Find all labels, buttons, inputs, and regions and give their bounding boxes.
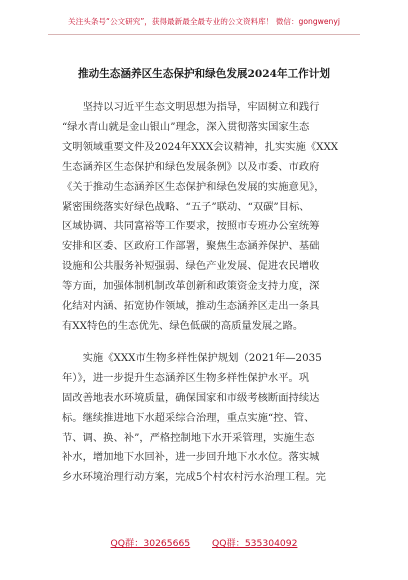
text-line: 标。继续推进地下水超采综合治理，重点实施“控、管、 — [62, 411, 315, 424]
text-line: 区域协调、共同富裕等工作要求，按照市专班办公室统筹 — [62, 220, 320, 233]
text-line: 节、调、换、补”，严格控制地下水开采管理，实施生态 — [62, 431, 315, 444]
text-line: 生态涵养区生态保护和绿色发展条例》以及市委、市政府 — [62, 160, 320, 173]
footer — [0, 535, 408, 549]
text-line: 固改善地表水环境质量，确保国家和市级考核断面持续达 — [62, 391, 320, 404]
paragraph-1 — [62, 98, 352, 337]
text-line: 设施和公共服务补短强弱、绿色产业发展、促进农民增收 — [62, 260, 320, 273]
text-line: 乡水环境治理行动方案，完成5个村农村污水治理工程。完 — [62, 471, 326, 484]
paragraph-2 — [62, 349, 352, 488]
header-divider — [48, 34, 360, 35]
qq-group-link-2[interactable]: QQ群：535304092 — [212, 538, 298, 549]
document-title: 推动生态涵养区生态保护和绿色发展2024年工作计划 — [78, 68, 330, 80]
text-line: 年）》，进一步提升生态涵养区生物多样性保护水平。巩 — [62, 371, 310, 384]
text-line: 补水，增加地下水回补，进一步回升地下水水位。落实城 — [62, 451, 320, 464]
text-line: “绿水青山就是金山银山”理念，深入贯彻落实国家生态 — [62, 120, 310, 133]
text-line: 有XX特色的生态优先、绿色低碳的高质量发展之路。 — [62, 319, 304, 332]
text-line: 《关于推动生态涵养区生态保护和绿色发展的实施意见》， — [62, 180, 325, 193]
text-line: 紧密围绕落实好绿色战略、“五子”联动、“双碳”目标、 — [62, 200, 310, 213]
text-line: 文明领域重要文件及2024年XXX会议精神，扎实实施《XXX — [62, 140, 339, 153]
text-line: 化结对内涵、拓宽协作领域，推动生态涵养区走出一条具 — [62, 300, 320, 313]
text-line: 等方面，加强体制机制改革创新和政策资金支持力度，深 — [62, 280, 320, 293]
qq-group-link-1[interactable]: QQ群：30265665 — [110, 538, 191, 549]
text-line: 实施《XXX市生物多样性保护规划（2021年—2035 — [62, 351, 322, 364]
header-banner: 关注头条号“公文研究”，获得最新最全最专业的公文资料库！ 微信：gongwenyj — [68, 17, 340, 26]
text-line: 坚持以习近平生态文明思想为指导，牢固树立和践行 — [62, 101, 320, 113]
text-line: 安排和区委、区政府工作部署，聚焦生态涵养保护、基础 — [62, 240, 320, 253]
document-body — [62, 98, 352, 488]
